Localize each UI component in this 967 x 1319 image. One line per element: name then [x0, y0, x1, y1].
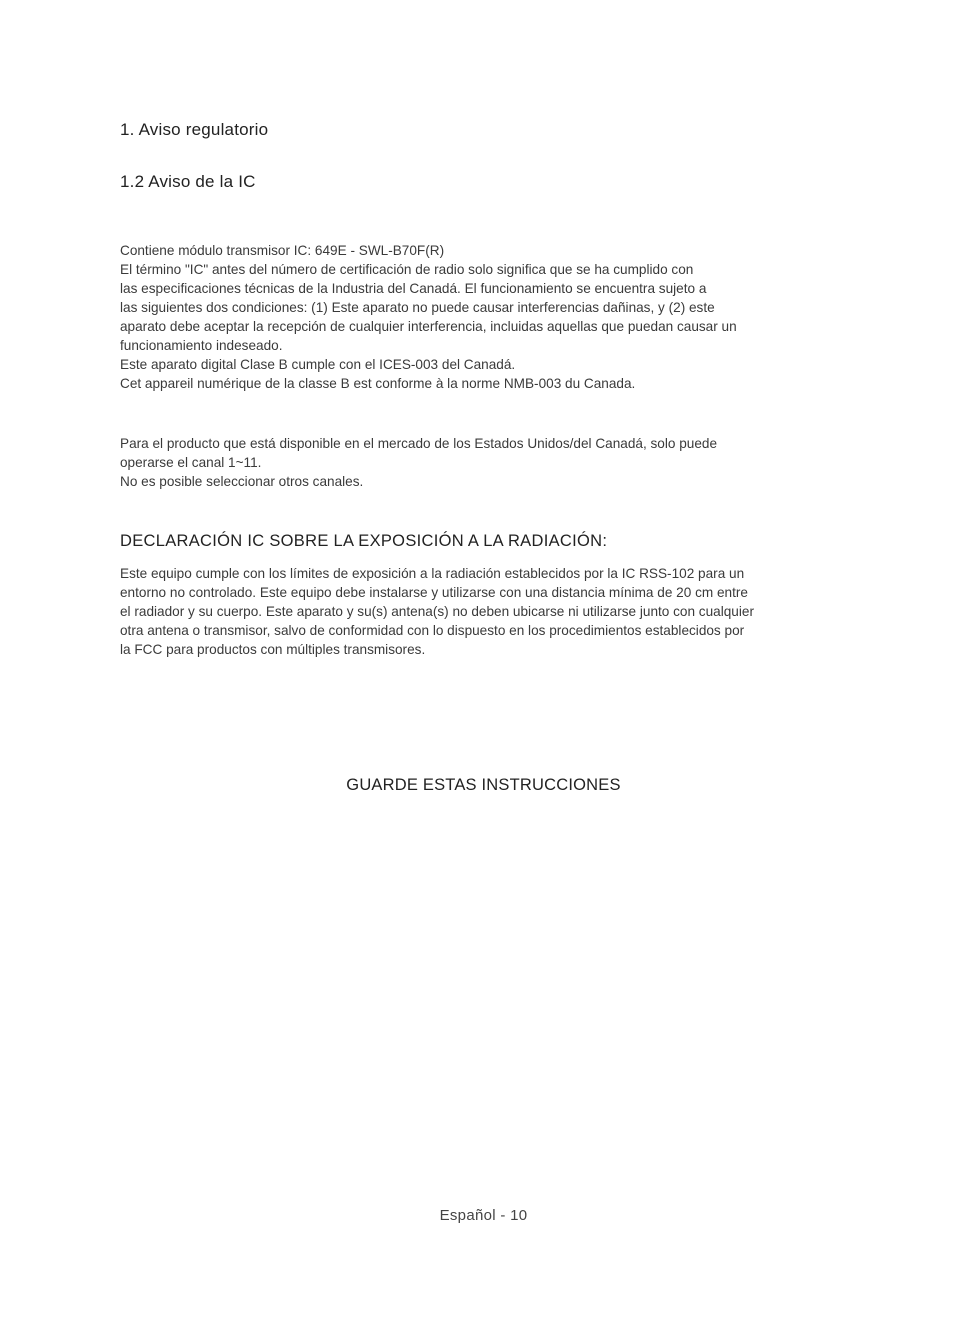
ic-notice-line: aparato debe aceptar la recepción de cualquier interferencia, incluidas aquellas que puedan causar un [120, 319, 737, 334]
ic-notice-line: funcionamiento indeseado. [120, 338, 283, 353]
channel-notice-line: No es posible seleccionar otros canales. [120, 474, 364, 489]
radiation-line: la FCC para productos con múltiples transmisores. [120, 642, 426, 657]
ic-notice-line: las siguientes dos condiciones: (1) Este aparato no puede causar interferencias dañinas, y (2) este [120, 300, 715, 315]
channel-notice-line: operarse el canal 1~11. [120, 455, 262, 470]
ic-notice-line: Contiene módulo transmisor IC: 649E - SWL-B70F(R) [120, 243, 445, 258]
radiation-line: Este equipo cumple con los límites de exposición a la radiación establecidos por la IC RSS-102 para un [120, 566, 745, 581]
radiation-line: el radiador y su cuerpo. Este aparato y su(s) antena(s) no deben ubicarse ni utilizarse junto con cualquier [120, 604, 754, 619]
subsection-heading: 1.2 Aviso de la IC [120, 172, 256, 191]
save-instructions-heading: GUARDE ESTAS INSTRUCCIONES [346, 776, 621, 794]
ic-notice-line: las especificaciones técnicas de la Industria del Canadá. El funcionamiento se encuentra sujeto a [120, 281, 707, 296]
section-heading: 1. Aviso regulatorio [120, 120, 269, 139]
ic-notice-line: Este aparato digital Clase B cumple con el ICES-003 del Canadá. [120, 357, 516, 372]
channel-notice-paragraph [120, 434, 850, 491]
ic-notice-line: Cet appareil numérique de la classe B est conforme à la norme NMB-003 du Canada. [120, 376, 636, 391]
ic-notice-line: El término "IC" antes del número de certificación de radio solo significa que se ha cumplido con [120, 262, 694, 277]
radiation-heading: DECLARACIÓN IC SOBRE LA EXPOSICIÓN A LA RADIACIÓN: [120, 532, 608, 550]
radiation-line: entorno no controlado. Este equipo debe instalarse y utilizarse con una distancia mínima de 20 cm entre [120, 585, 748, 600]
page-footer: Español - 10 [439, 1207, 528, 1224]
radiation-paragraph [120, 564, 850, 659]
channel-notice-line: Para el producto que está disponible en el mercado de los Estados Unidos/del Canadá, solo puede [120, 436, 718, 451]
ic-notice-paragraph [120, 241, 850, 393]
radiation-line: otra antena o transmisor, salvo de conformidad con lo dispuesto en los procedimientos establecidos por [120, 623, 745, 638]
